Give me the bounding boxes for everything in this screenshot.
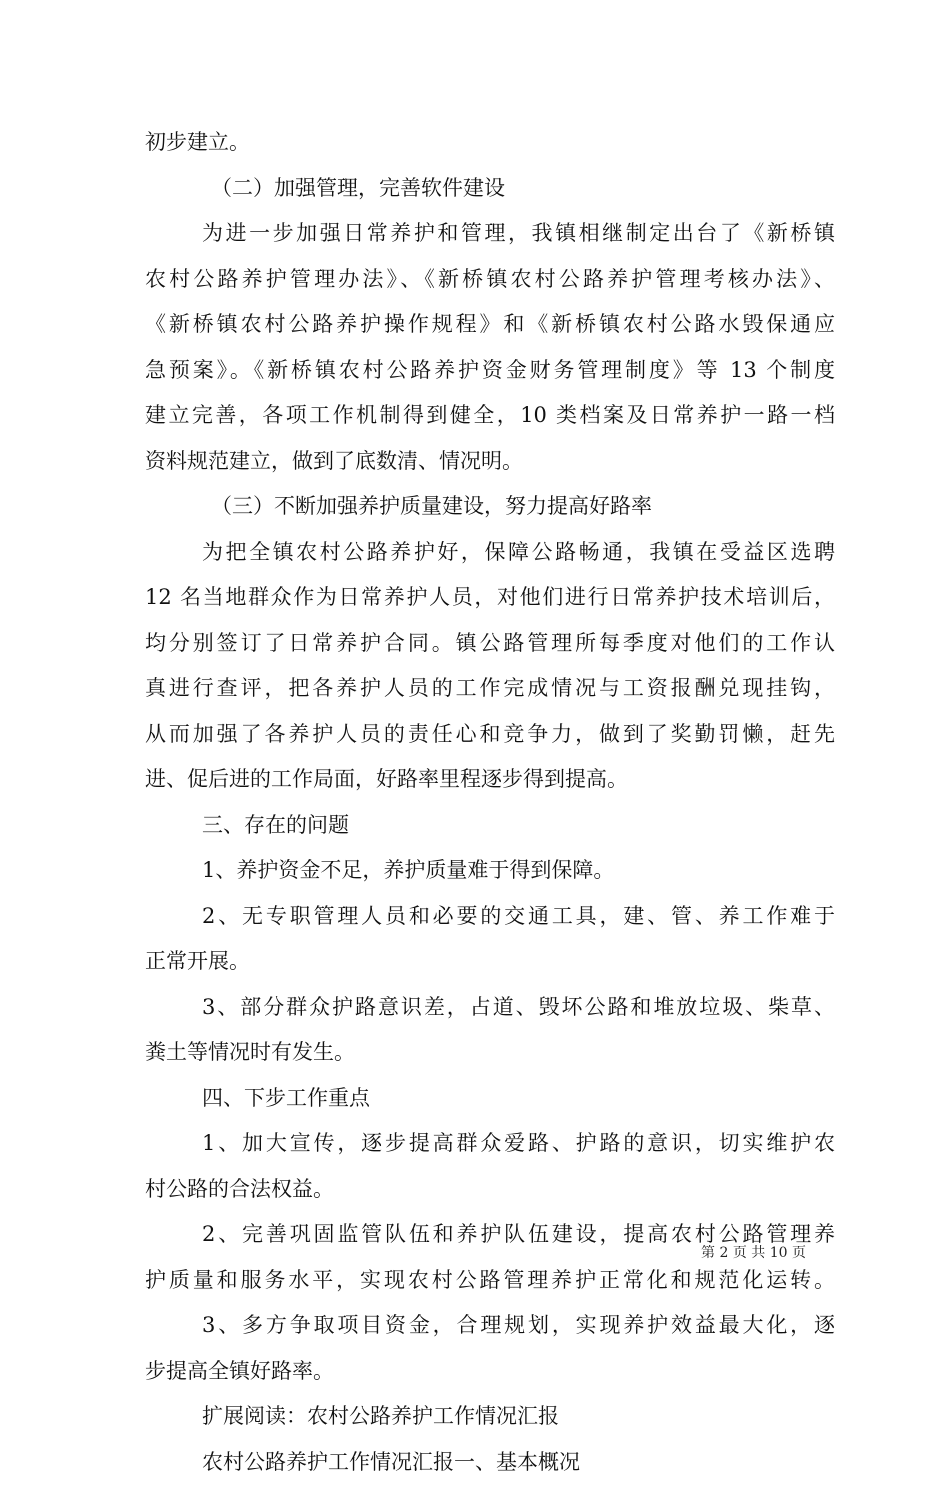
paragraph-line: 从而加强了各养护人员的责任心和竞争力，做到了奖勤罚懒，赶先	[145, 712, 835, 758]
list-item: 2、无专职管理人员和必要的交通工具，建、管、养工作难于	[145, 894, 835, 940]
paragraph-line: 真进行查评，把各养护人员的工作完成情况与工资报酬兑现挂钩，	[145, 666, 835, 712]
paragraph-line: 正常开展。	[145, 939, 835, 985]
list-item: 1、养护资金不足，养护质量难于得到保障。	[145, 848, 835, 894]
paragraph-line: 农村公路养护工作情况汇报一、基本概况	[145, 1440, 835, 1485]
paragraph-line: 急预案》。《新桥镇农村公路养护资金财务管理制度》等 13 个制度	[145, 348, 835, 394]
section-heading: （三）不断加强养护质量建设，努力提高好路率	[145, 484, 835, 530]
paragraph-line: 村公路的合法权益。	[145, 1167, 835, 1213]
paragraph-line: 资料规范建立，做到了底数清、情况明。	[145, 439, 835, 485]
paragraph-line: 为进一步加强日常养护和管理，我镇相继制定出台了《新桥镇	[145, 211, 835, 257]
paragraph-line: 均分别签订了日常养护合同。镇公路管理所每季度对他们的工作认	[145, 621, 835, 667]
section-heading: （二）加强管理，完善软件建设	[145, 166, 835, 212]
page-number: 第 2 页 共 10 页	[0, 1244, 806, 1262]
extended-reading-heading: 扩展阅读：农村公路养护工作情况汇报	[145, 1394, 835, 1440]
paragraph-line: 《新桥镇农村公路养护操作规程》和《新桥镇农村公路水毁保通应	[145, 302, 835, 348]
list-item: 2、完善巩固监管队伍和养护队伍建设，提高农村公路管理养	[145, 1212, 835, 1258]
section-heading: 四、下步工作重点	[145, 1076, 835, 1122]
paragraph-line: 进、促后进的工作局面，好路率里程逐步得到提高。	[145, 757, 835, 803]
paragraph-line: 为把全镇农村公路养护好，保障公路畅通，我镇在受益区选聘	[145, 530, 835, 576]
paragraph-line: 步提高全镇好路率。	[145, 1349, 835, 1395]
list-item: 1、加大宣传，逐步提高群众爱路、护路的意识，切实维护农	[145, 1121, 835, 1167]
section-heading: 三、存在的问题	[145, 803, 835, 849]
paragraph-line: 建立完善，各项工作机制得到健全，10 类档案及日常养护一路一档	[145, 393, 835, 439]
paragraph-line: 初步建立。	[145, 120, 835, 166]
list-item: 3、部分群众护路意识差，占道、毁坏公路和堆放垃圾、柴草、	[145, 985, 835, 1031]
paragraph-line: 粪土等情况时有发生。	[145, 1030, 835, 1076]
list-item: 3、多方争取项目资金，合理规划，实现养护效益最大化，逐	[145, 1303, 835, 1349]
body-text	[145, 120, 835, 1485]
paragraph-line: 农村公路养护管理办法》、《新桥镇农村公路养护管理考核办法》、	[145, 257, 835, 303]
paragraph-line: 护质量和服务水平，实现农村公路管理养护正常化和规范化运转。	[145, 1258, 835, 1304]
paragraph-line: 12 名当地群众作为日常养护人员，对他们进行日常养护技术培训后，	[145, 575, 835, 621]
